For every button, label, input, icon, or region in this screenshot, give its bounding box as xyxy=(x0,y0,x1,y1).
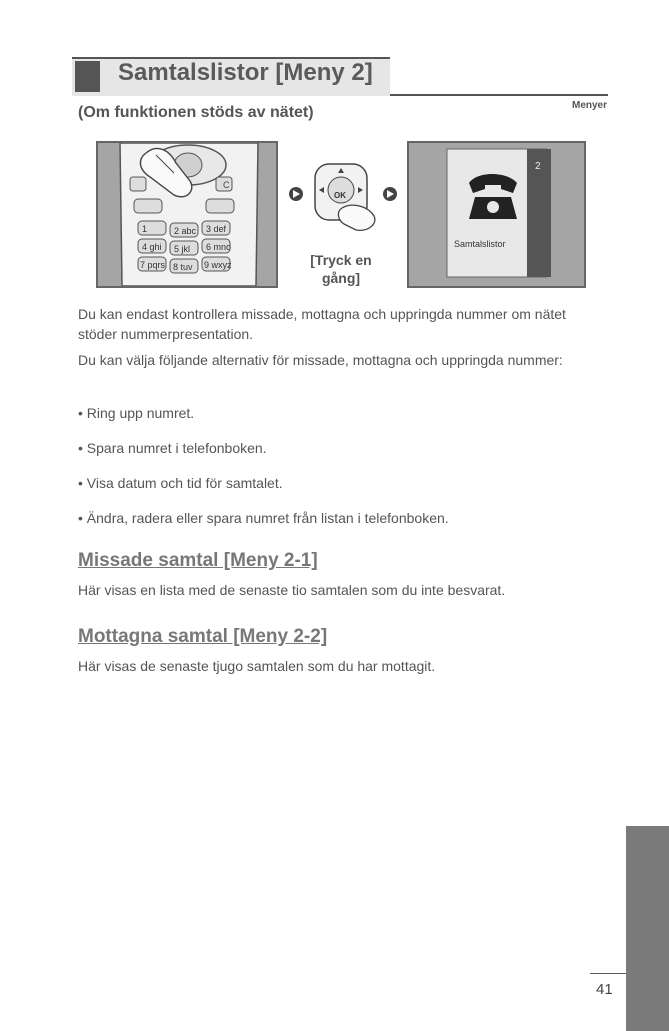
phone-screen-image xyxy=(409,143,584,286)
section-heading: Mottagna samtal [Meny 2-2] xyxy=(78,626,328,647)
chapter-tab xyxy=(626,826,669,1031)
screen-illustration xyxy=(407,141,586,288)
section-tab-label: Menyer xyxy=(571,100,607,111)
bullet-item: • Spara numret i telefonboken. xyxy=(78,440,267,456)
bullet-item: • Visa datum och tid för samtalet. xyxy=(78,475,283,491)
header-marker xyxy=(75,61,100,92)
screen-menu-number: 2 xyxy=(535,161,541,172)
intro-paragraph: Du kan endast kontrollera missade, mottagna och uppringda nummer om nätet stöder nummerpresentation. xyxy=(78,306,566,342)
key-label: 6 mno xyxy=(206,242,232,252)
page-number-rule xyxy=(590,973,626,974)
section-heading: Missade samtal [Meny 2-1] xyxy=(78,550,318,571)
bullet-item: • Ändra, radera eller spara numret från listan i telefonboken. xyxy=(78,510,449,526)
key-label: 7 pqrs xyxy=(140,260,166,270)
page-title: Samtalslistor [Meny 2] xyxy=(118,59,373,86)
key-label: 4 ghi xyxy=(142,242,162,252)
page-number: 41 xyxy=(596,981,613,998)
subtitle: (Om funktionen stöds av nätet) xyxy=(78,104,314,121)
caption-line: gång] xyxy=(321,270,361,286)
bullet-item: • Ring upp numret. xyxy=(78,405,195,421)
intro-paragraph: Du kan välja följande alternativ för missade, mottagna och uppringda nummer: xyxy=(78,352,563,368)
key-label: 5 jkl xyxy=(174,244,191,254)
nav-key-illustration xyxy=(282,150,404,246)
key-label: 2 abc xyxy=(174,226,197,236)
keypad-illustration xyxy=(96,141,278,288)
section-text: Här visas de senaste tjugo samtalen som du har mottagit. xyxy=(78,658,436,674)
key-label: 1 xyxy=(142,224,148,234)
phone-keypad-image xyxy=(98,143,276,286)
key-label: 3 def xyxy=(206,224,227,234)
section-text: Här visas en lista med de senaste tio samtalen som du inte besvarat. xyxy=(78,582,506,598)
key-label: 8 tuv xyxy=(173,262,193,272)
key-label: 9 wxyz xyxy=(204,260,232,270)
caption-line: [Tryck en xyxy=(310,252,372,268)
figure-caption xyxy=(297,251,385,287)
svg-text:C: C xyxy=(223,180,230,190)
screen-menu-label: Samtalslistor xyxy=(454,239,506,249)
ok-key-label: OK xyxy=(334,191,346,200)
